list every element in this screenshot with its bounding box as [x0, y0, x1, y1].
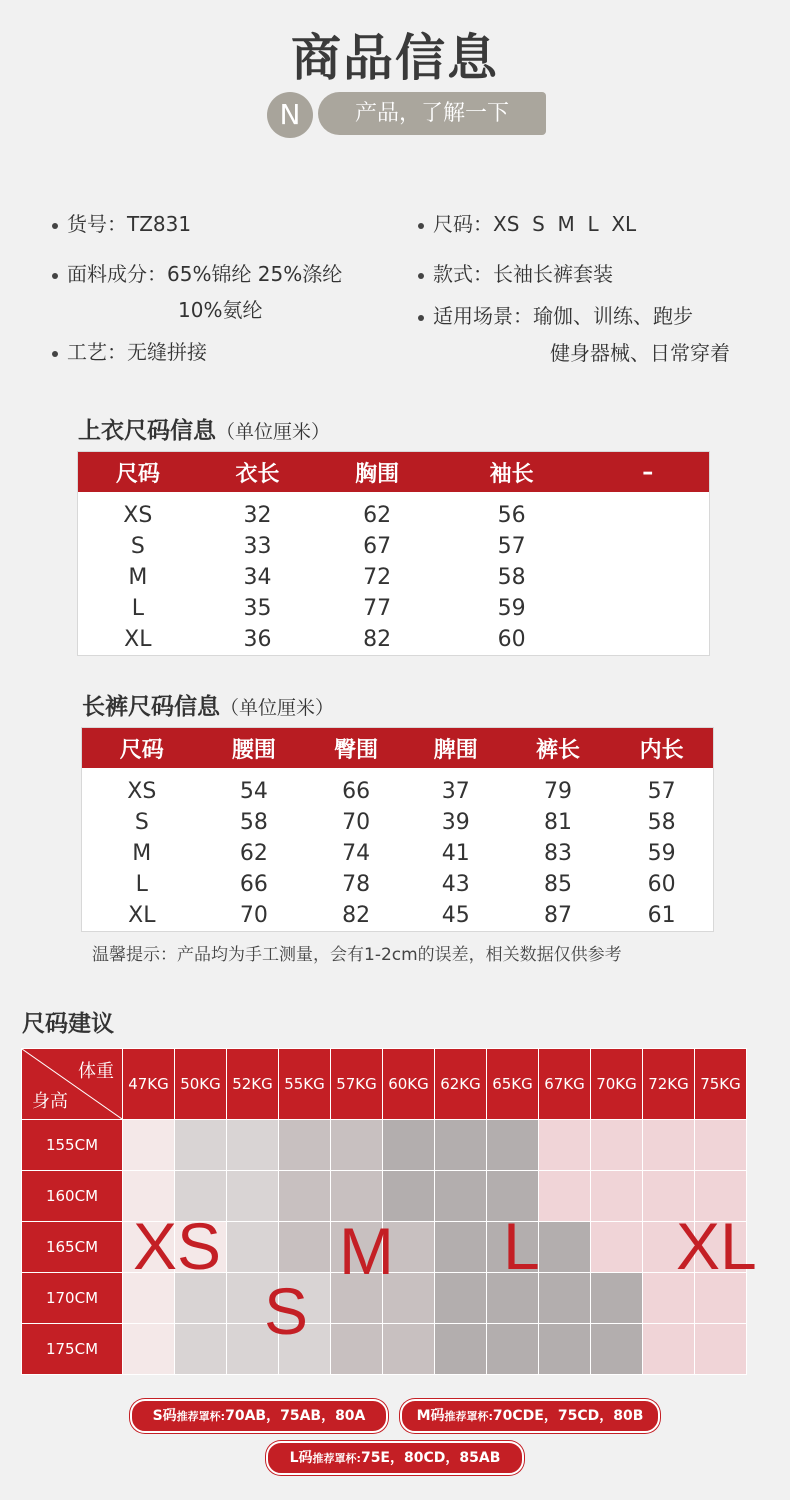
height-header: 165CM: [22, 1222, 123, 1273]
table-cell: 66: [239, 872, 268, 897]
table-row: [82, 807, 714, 838]
column-header: 腰围: [202, 728, 307, 769]
table-cell: [586, 492, 709, 531]
pants-size-table: [81, 727, 714, 932]
table-cell: 58: [647, 810, 676, 835]
weight-header: 75KG: [695, 1049, 747, 1120]
grid-cell-l: [435, 1222, 487, 1273]
zone-label-m: M: [339, 1214, 394, 1288]
table-cell: 81: [543, 810, 572, 835]
table-cell: [586, 593, 709, 624]
info-scene-line2: 健身器械、日常穿着: [550, 341, 730, 365]
table-row: [82, 869, 714, 900]
grid-cell-l: [539, 1324, 591, 1375]
table-cell: 57: [497, 534, 526, 559]
height-header: 175CM: [22, 1324, 123, 1375]
bra-size: L码: [289, 1450, 313, 1466]
table-cell: 57: [647, 779, 676, 804]
table-cell: 54: [239, 779, 268, 804]
bullet-icon: [52, 351, 58, 357]
table-row: [82, 768, 714, 807]
bra-label: 推荐罩杯:: [444, 1410, 493, 1423]
table-row: [78, 593, 710, 624]
weight-header: 50KG: [175, 1049, 227, 1120]
grid-cell-m: [279, 1120, 331, 1171]
weight-header: 67KG: [539, 1049, 591, 1120]
table-cell: 70: [239, 903, 268, 928]
bullet-icon: [418, 315, 424, 321]
table-cell: 56: [497, 503, 526, 528]
zone-label-s: S: [264, 1274, 309, 1348]
bra-recommend-m: [400, 1399, 660, 1433]
table-cell: 36: [243, 627, 272, 652]
table-cell: [586, 624, 709, 656]
grid-cell-m: [383, 1324, 435, 1375]
table-cell: 39: [441, 810, 470, 835]
table-row: [78, 492, 710, 531]
pants-table-title: [82, 688, 334, 721]
info-scene-text: 适用场景：瑜伽、训练、跑步: [433, 304, 693, 328]
column-header: –: [586, 452, 709, 493]
info-scene: [418, 300, 693, 329]
column-header: 裤长: [506, 728, 611, 769]
grid-cell-m: [331, 1120, 383, 1171]
column-header: 尺码: [82, 728, 202, 769]
info-item-no-text: 货号：TZ831: [67, 212, 192, 236]
table-cell: M: [128, 565, 148, 590]
height-header: 155CM: [22, 1120, 123, 1171]
table-cell: XS: [127, 779, 157, 804]
grid-cell-xl: [695, 1324, 747, 1375]
grid-corner: [22, 1049, 123, 1120]
table-cell: XL: [128, 903, 156, 928]
table-cell: 59: [647, 841, 676, 866]
table-row: [78, 562, 710, 593]
grid-cell-s: [175, 1120, 227, 1171]
pants-table-title-text: 长裤尺码信息: [82, 694, 220, 720]
grid-cell-l: [435, 1120, 487, 1171]
zone-label-xl: XL: [676, 1209, 757, 1283]
table-cell: S: [134, 810, 149, 835]
table-cell: 59: [497, 596, 526, 621]
grid-cell-s: [227, 1120, 279, 1171]
grid-row: [22, 1120, 747, 1171]
height-header: 160CM: [22, 1171, 123, 1222]
info-fabric: [52, 258, 342, 287]
table-cell: 61: [647, 903, 676, 928]
table-cell: 33: [243, 534, 272, 559]
grid-cell-s: [227, 1222, 279, 1273]
grid-cell-l: [487, 1324, 539, 1375]
badge-letter: N: [267, 92, 313, 138]
bra-value: 75E，80CD，85AB: [360, 1450, 501, 1466]
table-cell: 62: [363, 503, 392, 528]
grid-cell-s: [227, 1171, 279, 1222]
info-style: [418, 258, 613, 287]
table-cell: 66: [342, 779, 371, 804]
info-sizes-text: 尺码：XS S M L XL: [433, 212, 637, 236]
table-cell: [586, 562, 709, 593]
weight-header: 60KG: [383, 1049, 435, 1120]
info-style-text: 款式：长袖长裤套装: [433, 262, 613, 286]
grid-cell-l: [591, 1324, 643, 1375]
table-cell: 78: [342, 872, 371, 897]
bra-recommend-s: [130, 1399, 388, 1433]
grid-cell-xl: [539, 1171, 591, 1222]
grid-cell-l: [435, 1324, 487, 1375]
table-cell: 37: [441, 779, 470, 804]
grid-row: [22, 1324, 747, 1375]
top-table-title: [78, 412, 330, 445]
table-cell: 83: [543, 841, 572, 866]
grid-cell-l: [487, 1120, 539, 1171]
column-header: 衣长: [198, 452, 318, 493]
grid-cell-xl: [591, 1120, 643, 1171]
table-cell: 34: [243, 565, 272, 590]
grid-cell-xs: [123, 1324, 175, 1375]
info-sizes: [418, 208, 636, 237]
grid-cell-xl: [695, 1120, 747, 1171]
table-cell: 79: [543, 779, 572, 804]
grid-cell-m: [279, 1171, 331, 1222]
bra-recommend-l: [266, 1441, 524, 1475]
grid-cell-xs: [123, 1120, 175, 1171]
grid-cell-xl: [643, 1324, 695, 1375]
bullet-icon: [418, 273, 424, 279]
bullet-icon: [418, 223, 424, 229]
table-cell: 77: [363, 596, 392, 621]
grid-cell-l: [591, 1273, 643, 1324]
weight-header: 65KG: [487, 1049, 539, 1120]
table-cell: M: [132, 841, 152, 866]
table-cell: [586, 531, 709, 562]
column-header: 内长: [610, 728, 713, 769]
bra-value: 70CDE，75CD，80B: [492, 1408, 644, 1424]
grid-cell-xl: [591, 1171, 643, 1222]
table-cell: 74: [342, 841, 371, 866]
pants-table-unit: （单位厘米）: [220, 697, 335, 719]
grid-cell-s: [175, 1324, 227, 1375]
table-cell: L: [131, 596, 144, 621]
table-cell: 41: [441, 841, 470, 866]
corner-height-label: 身高: [32, 1091, 68, 1112]
table-cell: 87: [543, 903, 572, 928]
table-row: [82, 900, 714, 932]
info-fabric-text: 面料成分：65%锦纶 25%涤纶: [67, 262, 343, 286]
recommend-title: 尺码建议: [22, 1011, 114, 1037]
table-cell: 70: [342, 810, 371, 835]
info-craft: [52, 336, 207, 365]
table-cell: L: [135, 872, 148, 897]
info-fabric-line2: 10%氨纶: [178, 298, 263, 322]
top-size-table: [77, 451, 710, 656]
grid-cell-xl: [591, 1222, 643, 1273]
bra-label: 推荐罩杯:: [176, 1410, 226, 1423]
table-cell: 82: [342, 903, 371, 928]
bullet-icon: [52, 223, 58, 229]
top-table-title-text: 上衣尺码信息: [78, 418, 216, 444]
grid-cell-l: [435, 1171, 487, 1222]
weight-header: 62KG: [435, 1049, 487, 1120]
column-header: 尺码: [78, 452, 198, 493]
table-cell: 60: [647, 872, 676, 897]
weight-header: 70KG: [591, 1049, 643, 1120]
column-header: 胸围: [317, 452, 437, 493]
grid-cell-xl: [643, 1120, 695, 1171]
zone-label-l: L: [503, 1209, 540, 1283]
weight-header: 55KG: [279, 1049, 331, 1120]
table-cell: 85: [543, 872, 572, 897]
grid-cell-l: [435, 1273, 487, 1324]
table-cell: 43: [441, 872, 470, 897]
column-header: 袖长: [437, 452, 587, 493]
table-cell: 58: [239, 810, 268, 835]
table-row: [82, 838, 714, 869]
table-cell: 62: [239, 841, 268, 866]
bra-size: M码: [416, 1408, 445, 1424]
top-table-unit: （单位厘米）: [216, 421, 331, 443]
grid-cell-xl: [539, 1120, 591, 1171]
grid-cell-l: [539, 1273, 591, 1324]
size-recommend-grid: [21, 1048, 747, 1375]
zone-label-xs: XS: [133, 1209, 222, 1283]
bra-size: S码: [152, 1408, 177, 1424]
table-row: [78, 531, 710, 562]
bra-value: 70AB，75AB，80A: [225, 1408, 366, 1424]
page-title: 商品信息: [291, 29, 499, 87]
grid-cell-l: [383, 1120, 435, 1171]
table-cell: 67: [363, 534, 392, 559]
table-cell: 82: [363, 627, 392, 652]
weight-header: 52KG: [227, 1049, 279, 1120]
table-cell: 45: [441, 903, 470, 928]
column-header: 臀围: [306, 728, 406, 769]
table-cell: 72: [363, 565, 392, 590]
weight-header: 72KG: [643, 1049, 695, 1120]
weight-header: 47KG: [123, 1049, 175, 1120]
column-header: 脾围: [406, 728, 506, 769]
table-cell: 32: [243, 503, 272, 528]
table-cell: 35: [243, 596, 272, 621]
table-cell: XS: [123, 503, 153, 528]
weight-header: 57KG: [331, 1049, 383, 1120]
grid-cell-m: [279, 1222, 331, 1273]
grid-cell-l: [539, 1222, 591, 1273]
info-craft-text: 工艺：无缝拼接: [67, 340, 207, 364]
table-cell: S: [130, 534, 145, 559]
table-cell: 58: [497, 565, 526, 590]
table-row: [78, 624, 710, 656]
corner-weight-label: 体重: [78, 1061, 114, 1082]
info-item-no: [52, 208, 191, 237]
badge-subtitle: 产品，了解一下: [318, 92, 546, 135]
measurement-note: 温馨提示：产品均为手工测量，会有1-2cm的误差，相关数据仅供参考: [92, 945, 622, 965]
bra-label: 推荐罩杯:: [312, 1452, 361, 1465]
table-cell: 60: [497, 627, 526, 652]
table-cell: XL: [124, 627, 152, 652]
bullet-icon: [52, 273, 58, 279]
grid-cell-m: [331, 1324, 383, 1375]
height-header: 170CM: [22, 1273, 123, 1324]
